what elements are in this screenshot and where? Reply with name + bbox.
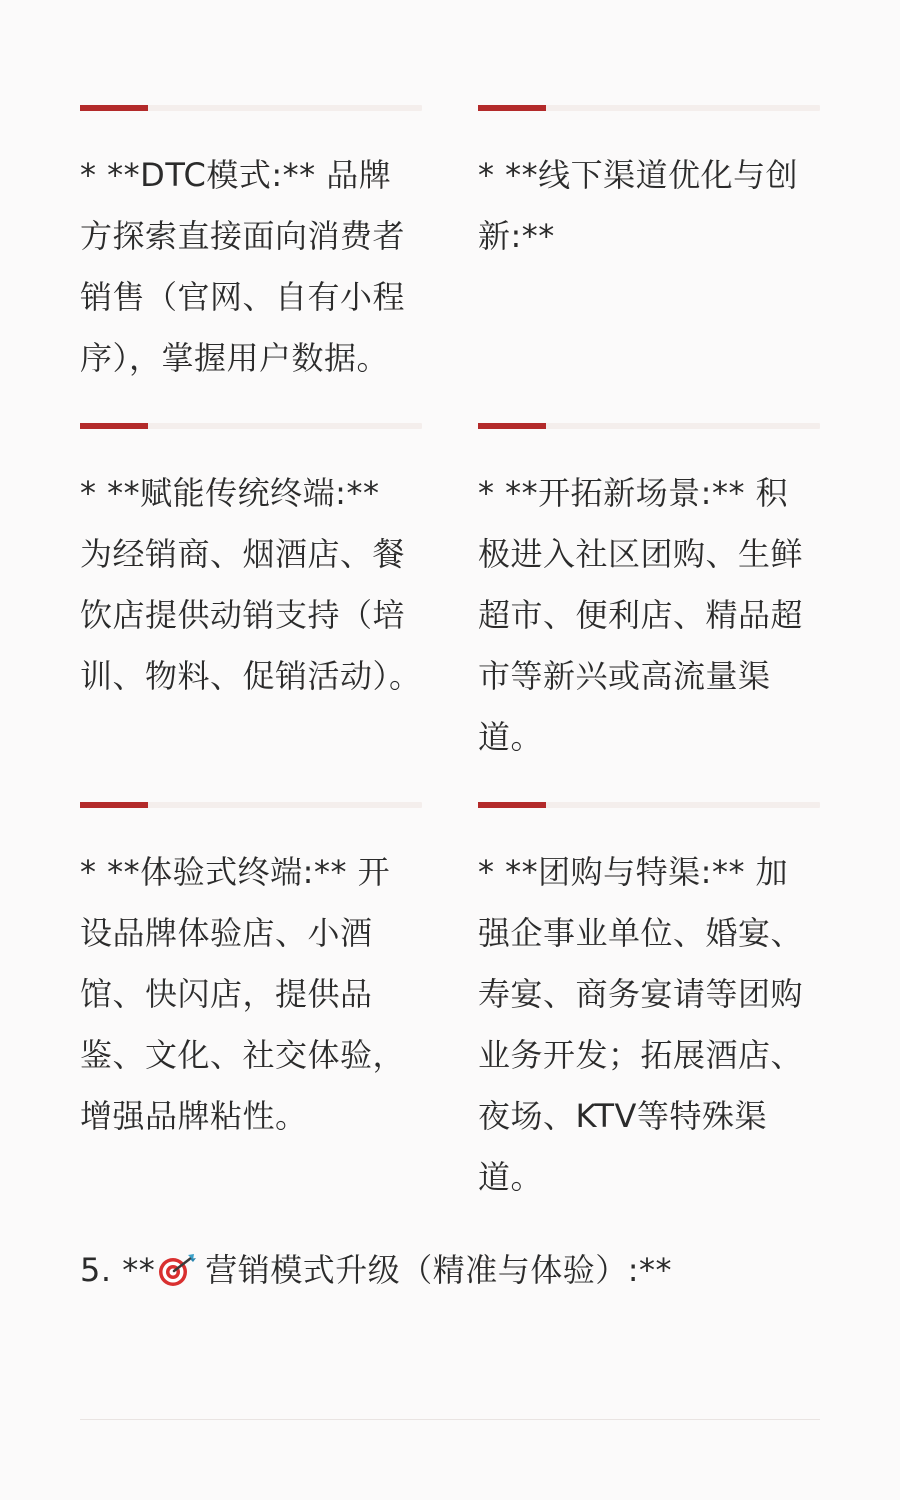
card-accent-bar [80, 802, 148, 808]
section-heading [80, 1240, 840, 1300]
card-divider-bar [478, 423, 820, 429]
card-divider-bar [80, 802, 422, 808]
content-card [478, 802, 820, 1208]
card-text: * **赋能传统终端:** 为经销商、烟酒店、餐饮店提供动销支持（培训、物料、促销活动）。 [80, 474, 422, 695]
card-text: * **体验式终端:** 开设品牌体验店、小酒馆、快闪店，提供品鉴、文化、社交体验，增强品牌粘性。 [80, 853, 406, 1135]
card-divider-bar [478, 105, 820, 111]
section-prefix: 5. ** [80, 1251, 156, 1289]
card-divider-bar [80, 423, 422, 429]
card-accent-bar [478, 802, 546, 808]
card-divider-bar [80, 105, 422, 111]
card-accent-bar [478, 105, 546, 111]
content-card [80, 423, 422, 707]
bottom-divider [80, 1419, 820, 1420]
dart-target-icon [157, 1246, 197, 1280]
card-text: * **开拓新场景:** 积极进入社区团购、生鲜超市、便利店、精品超市等新兴或高流量渠道。 [478, 474, 804, 756]
section-title: 营销模式升级（精准与体验）:** [205, 1251, 672, 1289]
content-card [80, 105, 422, 389]
content-card [478, 105, 820, 267]
content-card [80, 802, 422, 1147]
card-accent-bar [80, 423, 148, 429]
card-accent-bar [80, 105, 148, 111]
content-card [478, 423, 820, 768]
card-text: * **团购与特渠:** 加强企事业单位、婚宴、寿宴、商务宴请等团购业务开发；拓展酒店、夜场、KTV等特殊渠道。 [478, 853, 804, 1196]
card-accent-bar [478, 423, 546, 429]
card-text: * **DTC模式:** 品牌方探索直接面向消费者销售（官网、自有小程序），掌握用户数据。 [80, 156, 406, 377]
card-divider-bar [478, 802, 820, 808]
card-text: * **线下渠道优化与创新:** [478, 156, 799, 255]
